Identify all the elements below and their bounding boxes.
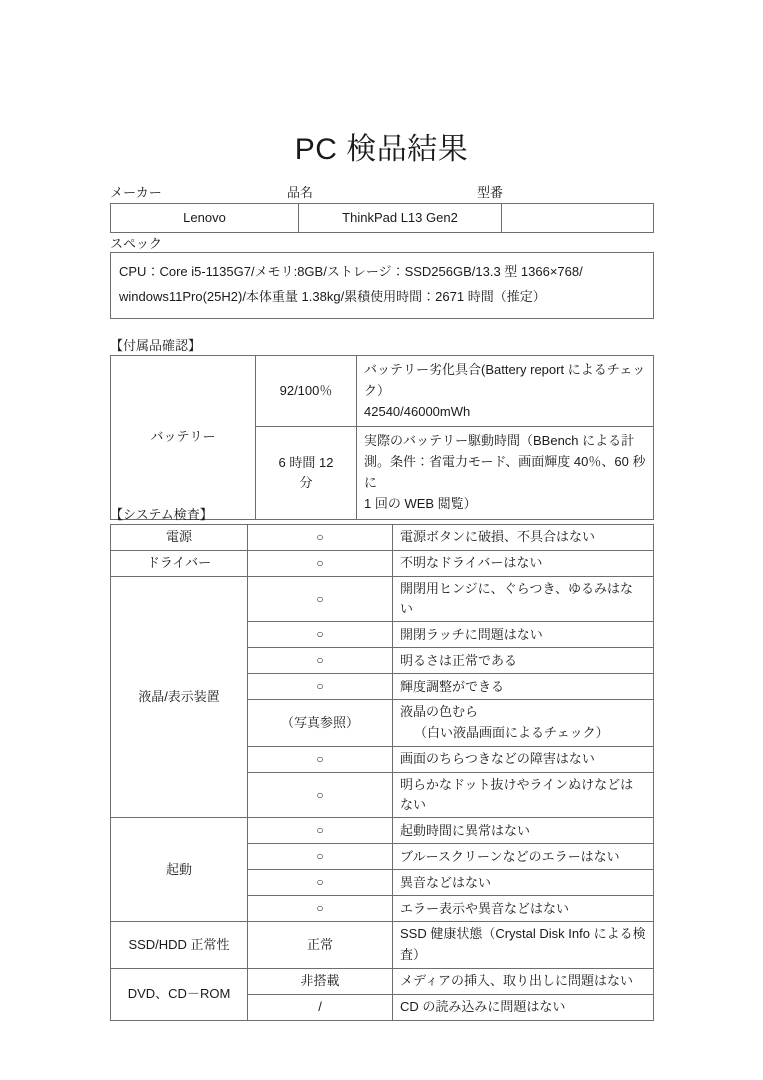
check-desc: 開閉ラッチに問題はない xyxy=(393,622,654,648)
table-row xyxy=(111,818,654,844)
check-desc: ブルースクリーンなどのエラーはない xyxy=(393,844,654,870)
check-desc xyxy=(393,700,654,747)
check-desc xyxy=(393,922,654,969)
check-desc: 異音などはない xyxy=(393,870,654,896)
category-power: 電源 xyxy=(111,525,248,551)
battery-runtime-desc-line-1: 実際のバッテリー駆動時間（BBench による計 xyxy=(364,433,635,449)
check-desc-line-1: 液晶の色むら xyxy=(400,704,479,720)
check-desc: CD の読み込みに問題はない xyxy=(393,994,654,1020)
mark-cell-photo-reference: （写真参照） xyxy=(248,700,393,747)
table-row xyxy=(111,551,654,577)
battery-health-desc-line-1: バッテリー劣化具合(Battery report によるチェッ xyxy=(364,362,646,377)
check-desc: 画面のちらつきなどの障害はない xyxy=(393,746,654,772)
mark-cell: 正常 xyxy=(248,922,393,969)
battery-runtime-desc-line-2: 測。条件：省電力モード、画面輝度 40％、60 秒に xyxy=(364,454,646,490)
value-model-number xyxy=(502,204,654,233)
label-maker: メーカー xyxy=(110,185,162,200)
table-row xyxy=(111,577,654,622)
check-desc-line-2: （白い液晶画面によるチェック） xyxy=(414,725,609,741)
mark-cell: ○ xyxy=(248,844,393,870)
check-desc: メディアの挿入、取り出しに問題はない xyxy=(393,968,654,994)
mark-cell: ○ xyxy=(248,746,393,772)
category-ssd-hdd-health: SSD/HDD 正常性 xyxy=(111,922,248,969)
mark-cell: ○ xyxy=(248,525,393,551)
mark-cell: 非搭載 xyxy=(248,968,393,994)
page-title: PC 検品結果 xyxy=(294,133,469,166)
spec-line-1: CPU：Core i5-1135G7/メモリ:8GB/ストレージ：SSD256GB/13.3 型 1366×768/ xyxy=(119,264,583,279)
mark-cell: ○ xyxy=(248,551,393,577)
check-desc: 起動時間に異常はない xyxy=(393,818,654,844)
mark-cell: ○ xyxy=(248,648,393,674)
battery-health-desc-line-3: 42540/46000mWh xyxy=(364,403,471,419)
label-model-number: 型番 xyxy=(477,185,504,200)
category-startup: 起動 xyxy=(111,818,248,922)
check-desc: 明らかなドット抜けやラインぬけなどはない xyxy=(393,772,654,817)
battery-category: バッテリー xyxy=(111,356,256,520)
check-desc: エラー表示や異音などはない xyxy=(393,896,654,922)
system-check-section-label: 【システム検査】 xyxy=(110,507,213,522)
check-desc: 不明なドライバーはない xyxy=(393,551,654,577)
header-labels xyxy=(110,182,655,202)
table-row xyxy=(111,356,654,427)
check-desc-line-1: SSD 健康状態（Crystal Disk Info による検 xyxy=(400,926,646,942)
label-product-name: 品名 xyxy=(287,185,314,200)
battery-runtime-value-line-2: 分 xyxy=(299,474,313,490)
battery-runtime-desc-line-3: 1 回の WEB 閲覧） xyxy=(364,495,477,511)
category-display: 液晶/表示装置 xyxy=(111,577,248,818)
header-values-table xyxy=(110,203,654,233)
battery-runtime-value xyxy=(256,427,357,519)
value-product-name: ThinkPad L13 Gen2 xyxy=(299,204,502,233)
table-row xyxy=(111,204,654,233)
battery-runtime-desc xyxy=(357,427,654,519)
table-row xyxy=(111,525,654,551)
table-row xyxy=(111,968,654,994)
battery-health-desc xyxy=(357,356,654,427)
mark-cell: ○ xyxy=(248,674,393,700)
battery-runtime-value-line-1: 6 時間 12 xyxy=(278,454,334,470)
battery-table xyxy=(110,355,654,520)
check-desc: 開閉用ヒンジに、ぐらつき、ゆるみはない xyxy=(393,577,654,622)
check-desc-line-2: 査） xyxy=(400,946,427,962)
spec-line-2: windows11Pro(25H2)/本体重量 1.38kg/累積使用時間：2671 時間（推定） xyxy=(119,289,546,305)
mark-cell: ○ xyxy=(248,622,393,648)
mark-cell: ○ xyxy=(248,772,393,817)
check-desc: 電源ボタンに破損、不具合はない xyxy=(393,525,654,551)
category-dvd-cdrom: DVD、CD－ROM xyxy=(111,968,248,1020)
mark-cell: ○ xyxy=(248,870,393,896)
mark-cell: ○ xyxy=(248,818,393,844)
value-maker: Lenovo xyxy=(111,204,299,233)
table-row xyxy=(111,922,654,969)
battery-health-value: 92/100％ xyxy=(256,356,357,427)
accessories-section-label: 【付属品確認】 xyxy=(110,338,202,353)
check-desc: 明るさは正常である xyxy=(393,648,654,674)
mark-cell: ○ xyxy=(248,577,393,622)
spec-section-label: スペック xyxy=(110,236,163,251)
category-driver: ドライバー xyxy=(111,551,248,577)
spec-box xyxy=(110,252,654,319)
check-desc: 輝度調整ができる xyxy=(393,674,654,700)
system-check-table xyxy=(110,524,654,1021)
mark-cell: / xyxy=(248,994,393,1020)
battery-health-desc-line-2: ク） xyxy=(364,382,391,398)
mark-cell: ○ xyxy=(248,896,393,922)
